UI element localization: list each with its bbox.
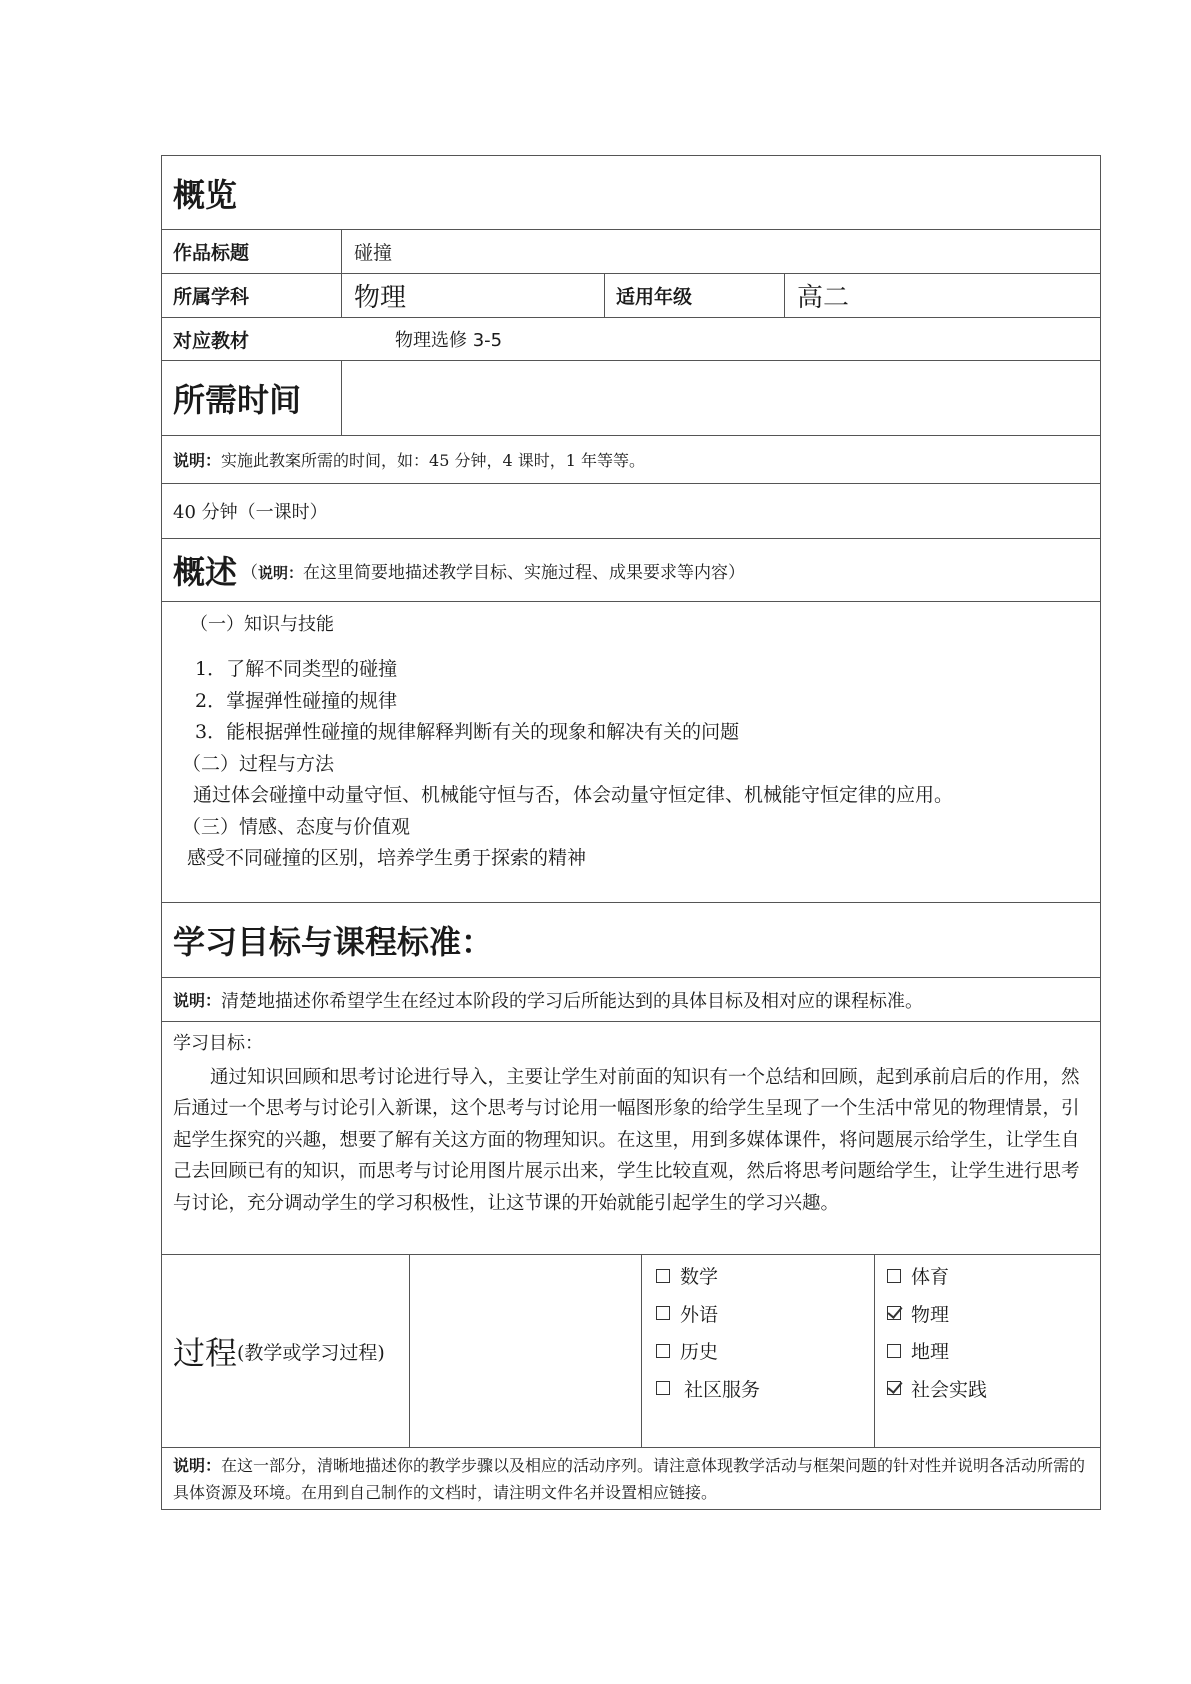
time-heading-row [161, 361, 1101, 436]
process-heading: （二）过程与方法 [182, 752, 335, 775]
title-value: 碰撞 [354, 242, 393, 264]
checkbox-icon [656, 1269, 670, 1283]
textbook-label: 对应教材 [173, 329, 250, 352]
overview-row [161, 155, 1101, 230]
lesson-plan-table [161, 155, 1101, 1510]
checkbox-icon [656, 1344, 670, 1358]
summary-heading-row [161, 539, 1101, 602]
checkbox-physics[interactable]: 物理 [887, 1295, 987, 1333]
objective-item: 2．掌握弹性碰撞的规律 [195, 689, 398, 712]
checkbox-icon [887, 1269, 901, 1283]
checkbox-foreign-language[interactable]: 外语 [656, 1295, 760, 1333]
process-note-bold: 说明： [173, 1456, 222, 1475]
knowledge-heading: （一）知识与技能 [190, 614, 334, 635]
summary-heading: 概述 [173, 553, 238, 591]
emotion-text: 感受不同碰撞的区别，培养学生勇于探索的精神 [187, 847, 587, 869]
checkbox-history[interactable]: 历史 [656, 1332, 760, 1370]
goals-heading: 学习目标与课程标准： [173, 923, 494, 961]
goals-note-row [161, 978, 1101, 1022]
subject-checklist-2 [874, 1255, 1100, 1447]
textbook-row [161, 318, 1101, 361]
title-row [161, 230, 1101, 274]
textbook-value: 物理选修 3-5 [395, 330, 503, 351]
checkbox-icon [656, 1381, 670, 1395]
process-note-row [161, 1448, 1101, 1510]
time-note-row [161, 436, 1101, 484]
process-note-text: 在这一部分，清晰地描述你的教学步骤以及相应的活动序列。请注意体现教学活动与框架问题的针对性并说明各活动所需的具体资源及环境。在用到自己制作的文档时，请注明文件名并设置相应链接。 [173, 1456, 1086, 1502]
goals-note-text: 清楚地描述你希望学生在经过本阶段的学习后所能达到的具体目标及相对应的课程标准。 [221, 990, 924, 1012]
grade-label: 适用年级 [616, 286, 693, 308]
goals-paragraph: 通过知识回顾和思考讨论进行导入，主要让学生对前面的知识有一个总结和回顾，起到承前启后的作用，然后通过一个思考与讨论引入新课，这个思考与讨论用一幅图形象的给学生呈现了一个生活中常见的物理情景，引起学生探究的兴趣，想要了解有关这方面的物理知识。在这里，用到多媒体课件，将问题展示给学生，让学生自己去回顾已有的知识，而思考与讨论用图片展示出来，学生比较直观，然后将思考问题给学生，让学生进行思考与讨论，充分调动学生的学习积极性，让这节课的开始就能引起学生的学习兴趣。 [173, 1066, 1080, 1214]
subject-label: 所属学科 [173, 286, 250, 308]
goals-note-bold: 说明： [173, 991, 222, 1010]
overview-heading: 概览 [173, 175, 238, 214]
time-value-row [161, 484, 1101, 539]
subject-checklist-1 [641, 1255, 874, 1447]
goals-body-row [161, 1022, 1101, 1255]
checked-checkbox-icon [887, 1381, 901, 1395]
objective-item: 3．能根据弹性碰撞的规律解释判断有关的现象和解决有关的问题 [195, 721, 740, 743]
title-label: 作品标题 [173, 242, 250, 264]
objective-list [190, 654, 1090, 749]
subject-value: 物理 [354, 283, 407, 313]
checkbox-social-practice[interactable]: 社会实践 [887, 1370, 987, 1408]
time-value: 40 分钟（一课时） [173, 502, 328, 523]
checkbox-geography[interactable]: 地理 [887, 1332, 987, 1370]
objective-item: 1．了解不同类型的碰撞 [195, 658, 398, 680]
time-note-text: 实施此教案所需的时间，如：45 分钟，4 课时，1 年等等。 [221, 451, 645, 470]
emotion-heading: （三）情感、态度与价值观 [182, 815, 411, 838]
summary-body-row [161, 602, 1101, 903]
checkbox-pe[interactable]: 体育 [887, 1257, 987, 1295]
process-heading-big: 过程 [173, 1334, 238, 1372]
summary-note: （说明：在这里简要地描述教学目标、实施过程、成果要求等内容） [241, 562, 746, 583]
checkbox-icon [656, 1306, 670, 1320]
time-note-bold: 说明： [173, 451, 222, 470]
time-heading: 所需时间 [173, 381, 302, 419]
goals-heading-row [161, 903, 1101, 978]
process-row [161, 1255, 1101, 1448]
grade-value: 高二 [797, 283, 850, 313]
checkbox-math[interactable]: 数学 [656, 1257, 760, 1295]
checkbox-icon [887, 1344, 901, 1358]
process-text: 通过体会碰撞中动量守恒、机械能守恒与否，体会动量守恒定律、机械能守恒定律的应用。 [193, 784, 954, 806]
subject-row [161, 274, 1101, 318]
checked-checkbox-icon [887, 1306, 901, 1320]
goals-label: 学习目标： [173, 1033, 263, 1054]
process-heading-small: (教学或学习过程) [237, 1341, 385, 1364]
checkbox-community-service[interactable]: 社区服务 [656, 1370, 760, 1408]
